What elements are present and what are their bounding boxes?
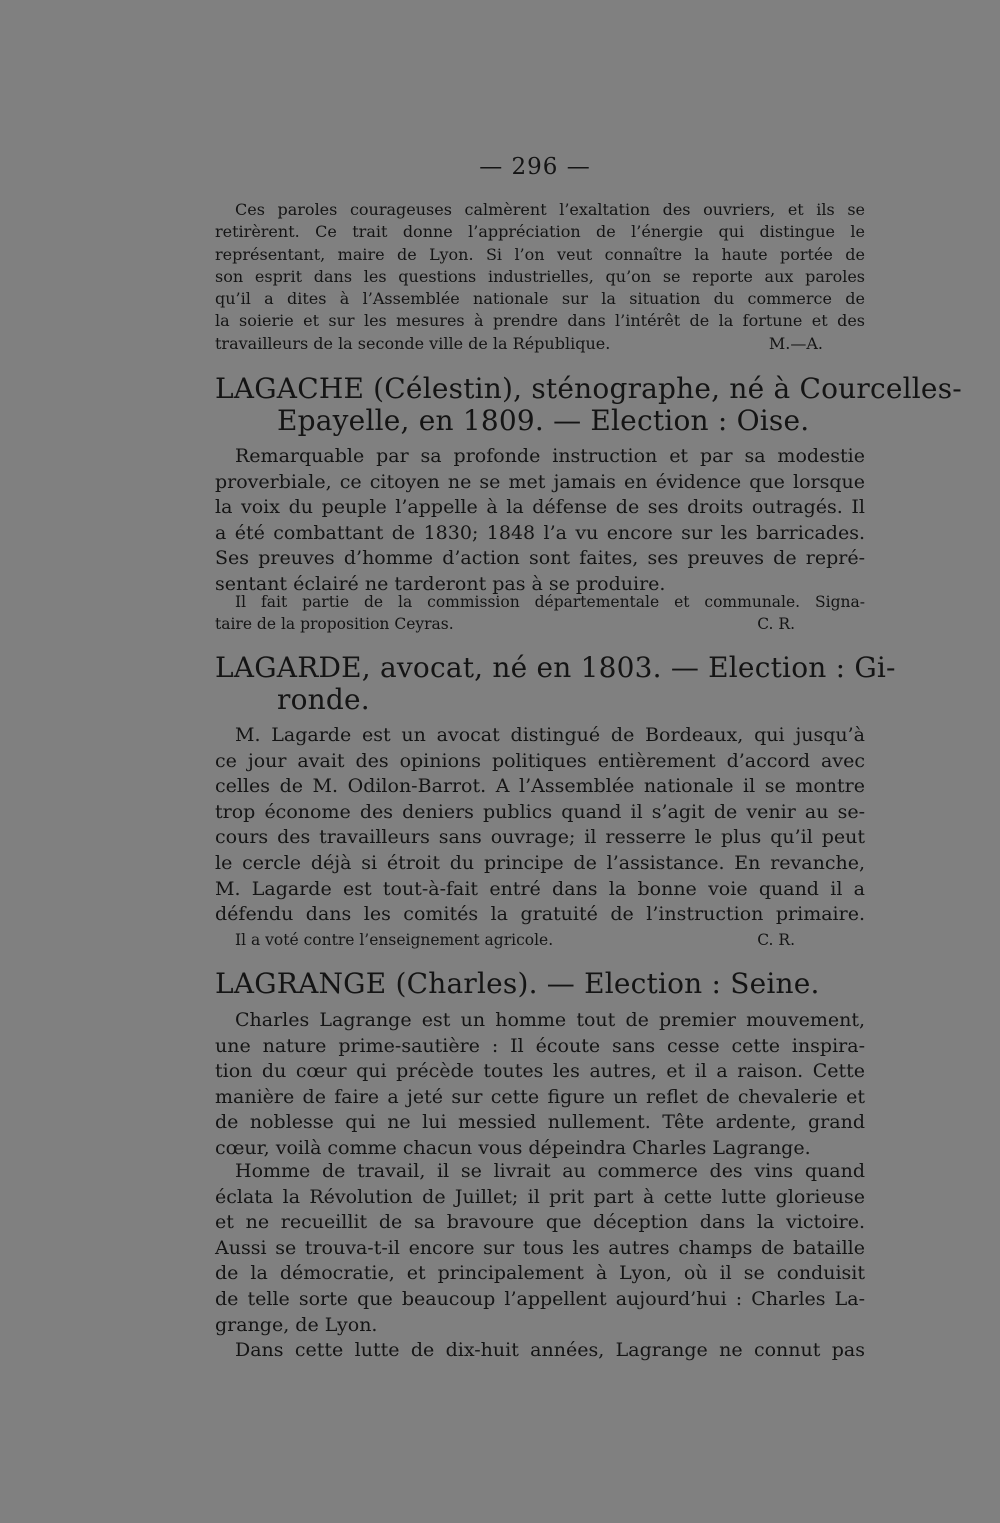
- intro-paragraph: [215, 199, 865, 355]
- heading-line: LAGARDE, avocat, né en 1803. — Election : Gi-: [215, 651, 896, 684]
- signature: C. R.: [757, 615, 795, 633]
- note-line: [215, 613, 865, 635]
- entry-body-lagarde: [215, 723, 865, 928]
- text-line: une nature prime-sautière : Il écoute sans cesse cette inspira-: [215, 1034, 865, 1057]
- text-line: le cercle déjà si étroit du principe de l’assistance. En revanche,: [215, 851, 865, 874]
- text-line: retirèrent. Ce trait donne l’appréciation de l’énergie qui distingue le: [215, 222, 865, 242]
- text-line: éclata la Révolution de Juillet; il prit part à cette lutte glorieuse: [215, 1185, 865, 1208]
- text-line: la soierie et sur les mesures à prendre dans l’intérêt de la fortune et des: [215, 311, 865, 331]
- text-line: cours des travailleurs sans ouvrage; il resserre le plus qu’il peut: [215, 826, 865, 849]
- heading-line: LAGRANGE (Charles). — Election : Seine.: [215, 967, 820, 1000]
- text-line: [215, 333, 865, 355]
- page-number: — 296 —: [479, 154, 591, 180]
- text-line: ce jour avait des opinions politiques entièrement d’accord avec: [215, 749, 865, 772]
- entry-heading-lagarde: [215, 651, 896, 716]
- entry-body-lagrange-p3: [215, 1338, 865, 1364]
- text-line: sentant éclairé ne tarderont pas à se produire.: [215, 572, 666, 595]
- signature: M.—A.: [768, 333, 823, 353]
- text-line: de noblesse qui ne lui messied nullement. Tête ardente, grand: [215, 1111, 865, 1134]
- text-line: qu’il a dites à l’Assemblée nationale sur la situation du commerce de: [215, 289, 865, 309]
- text-line: représentant, maire de Lyon. Si l’on veut connaître la haute portée de: [215, 244, 865, 264]
- heading-line: Epayelle, en 1809. — Election : Oise.: [277, 404, 810, 437]
- text-line: Ses preuves d’homme d’action sont faites, ses preuves de repré-: [215, 547, 865, 570]
- note-line-content: taire de la proposition Ceyras.: [215, 615, 454, 633]
- text-line: proverbiale, ce citoyen ne se met jamais en évidence que lorsque: [215, 470, 865, 493]
- text-line: Charles Lagrange est un homme tout de premier mouvement,: [235, 1009, 865, 1031]
- signature: C. R.: [757, 931, 795, 949]
- text-line: Dans cette lutte de dix-huit années, Lagrange ne connut pas: [235, 1339, 865, 1361]
- heading-line: ronde.: [277, 683, 370, 716]
- entry-heading-lagrange: [215, 968, 865, 1000]
- heading-line: LAGACHE (Célestin), sténographe, né à Courcelles-: [215, 372, 962, 405]
- text-line: M. Lagarde est un avocat distingué de Bordeaux, qui jusqu’à: [235, 724, 865, 746]
- text-line: son esprit dans les questions industrielles, qu’on se reporte aux paroles: [215, 266, 865, 286]
- text-line: celles de M. Odilon-Barrot. A l’Assemblée nationale il se montre: [215, 775, 865, 798]
- entry-note-lagache: [215, 591, 865, 635]
- entry-body-lagrange-p1: [215, 1008, 865, 1162]
- text-line: trop économe des deniers publics quand il s’agit de venir au se-: [215, 800, 865, 823]
- entry-heading-lagache: [215, 372, 962, 437]
- text-line: manière de faire a jeté sur cette figure un reflet de chevalerie et: [215, 1085, 865, 1108]
- text-line: la voix du peuple l’appelle à la défense de ses droits outragés. Il: [215, 496, 865, 519]
- text-line-content: travailleurs de la seconde ville de la République.: [215, 333, 611, 353]
- text-line: Remarquable par sa profonde instruction et par sa modestie: [235, 445, 865, 467]
- text-line: M. Lagarde est tout-à-fait entré dans la bonne voie quand il a: [215, 877, 865, 900]
- text-line: Homme de travail, il se livrait au commerce des vins quand: [235, 1160, 865, 1182]
- entry-body-lagache: [215, 444, 865, 598]
- text-line: Aussi se trouva-t-il encore sur tous les autres champs de bataille: [215, 1236, 865, 1259]
- text-line: et ne recueillit de sa bravoure que déception dans la victoire.: [215, 1211, 865, 1234]
- text-line: de telle sorte que beaucoup l’appellent aujourd’hui : Charles La-: [215, 1287, 865, 1310]
- text-line: défendu dans les comités la gratuité de l’instruction primaire.: [215, 903, 865, 926]
- text-line: tion du cœur qui précède toutes les autres, et il a raison. Cette: [215, 1060, 865, 1083]
- text-line: cœur, voilà comme chacun vous dépeindra Charles Lagrange.: [215, 1136, 811, 1159]
- text-line: de la démocratie, et principalement à Lyon, où il se conduisit: [215, 1262, 865, 1285]
- text-line: grange, de Lyon.: [215, 1313, 378, 1336]
- entry-body-lagrange-p2: [215, 1159, 865, 1338]
- entry-note-lagarde: [215, 929, 865, 951]
- note-line-content: Il a voté contre l’enseignement agricole.: [235, 931, 554, 949]
- note-line: Il fait partie de la commission départementale et communale. Signa-: [235, 593, 865, 611]
- text-line: a été combattant de 1830; 1848 l’a vu encore sur les barricades.: [215, 521, 865, 544]
- text-line: Ces paroles courageuses calmèrent l’exaltation des ouvriers, et ils se: [235, 200, 865, 219]
- note-line: [215, 929, 865, 951]
